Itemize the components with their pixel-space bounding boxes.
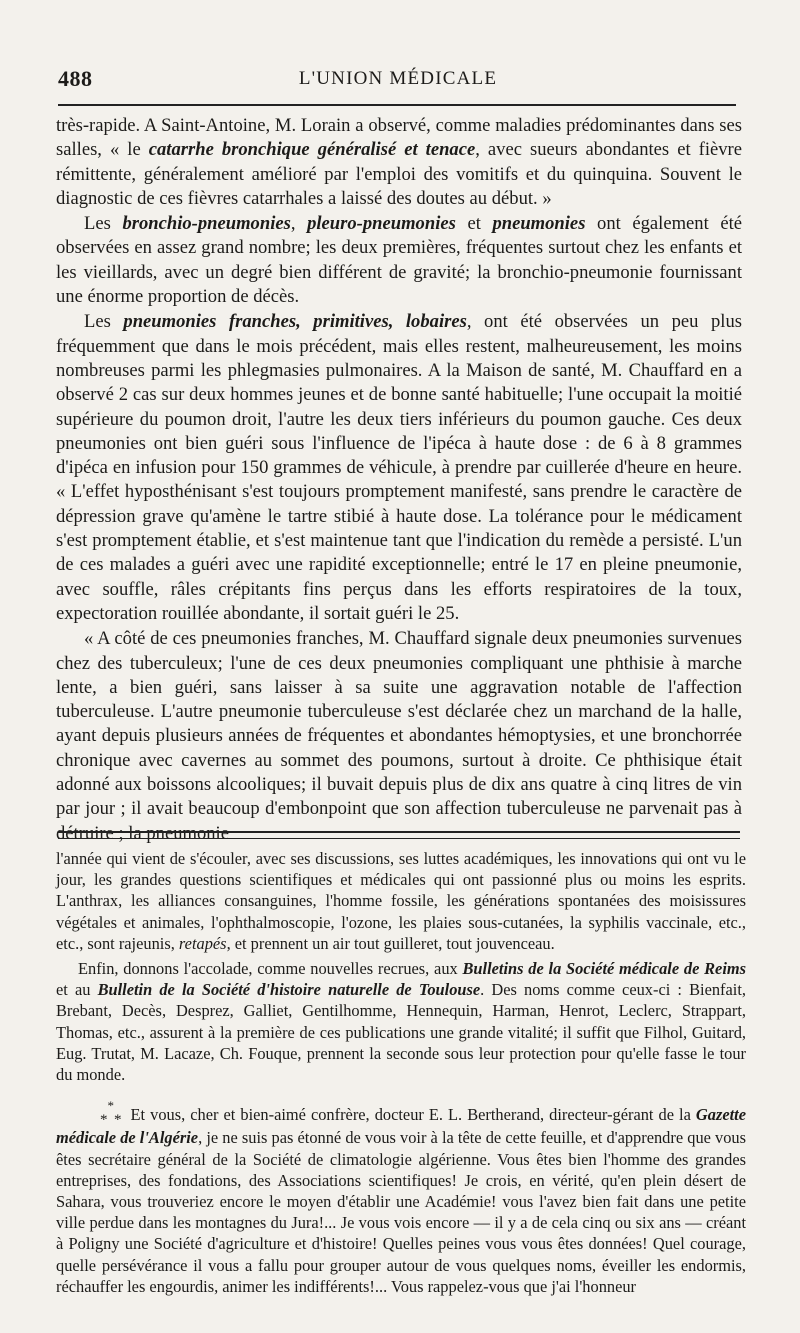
text-run: et <box>455 213 493 235</box>
emphasis: pleuro-pneumonies <box>307 213 456 235</box>
text-run: Les <box>84 213 123 235</box>
main-paragraph <box>56 114 742 211</box>
text-run: très-rapide. A Saint-Antoine, M. Lorain a observé, comme maladies prédominantes dans ses salles, « le <box>56 115 742 161</box>
feuilleton-paragraph <box>56 848 746 954</box>
text-run: , <box>290 213 308 235</box>
text-run: , avec sueurs abondantes et fièvre rémittente, généralement amélioré par l'emploi des vomitifs et du quinquina. Souvent le diagnostic de ces fièvres catarrhales a laissé des doutes au début. » <box>56 139 742 209</box>
main-paragraph: « A côté de ces pneumonies franches, M. Chauffard signale deux pneumonies survenues chez des tuberculeux; l'une de ces deux pneumonies compliquant une phthisie à marche lente, a bien guéri, sans laisser à sa suite une aggravation notable de l'affection tuberculeuse. L'autre pneumonie tuberculeuse s'est déclarée chez un marchand de la halle, ayant depuis plusieurs années de fréquentes et abondantes hémoptysies, et une bronchorrée chronique avec cavernes au sommet des poumons, surtout à droite. Ce phthisique était adonné aux boissons alcooliques; il buvait depuis plus de dix ans quatre à cinq litres de vin par jour ; il avait beaucoup d'embonpoint que son affection tuberculeuse ne parvenait pas à détruire ; la pneumonie <box>56 628 742 844</box>
emphasis: bronchio-pneumonies <box>122 213 291 235</box>
feuilleton-section <box>56 848 746 1297</box>
main-article <box>56 114 742 846</box>
main-paragraph <box>56 212 742 309</box>
emphasis: Bulletins de la Société médicale de Reims <box>462 959 747 979</box>
text-run: Enfin, donnons l'accolade, comme nouvelles recrues, aux <box>78 959 463 979</box>
feuilleton-separator-rule <box>58 831 740 839</box>
emphasis: retapés <box>178 933 227 953</box>
text-run: , je ne suis pas étonné de vous voir à la tête de cette feuille, et d'apprendre que vous êtes secrétaire général de la Société de climatologie algérienne. Vous êtes bien l'homme des grandes entreprises, des fondations, des Associations scientifiques! Je crois, en vérité, qu'en plein désert de Sahara, vous trouveriez encore le moyen d'établir une Académie! vous l'avez bien fait dans une petite ville perdue dans les montagnes du Jura!... Je vous vois encore — il y a de cela cinq ou six ans — créant à Poligny une Société d'agriculture et d'histoire! Quelles peines vous vous êtes données! Quel courage, quelle persévérance il vous a fallu pour grouper autour de vous quelques noms, éveiller les endormis, réchauffer les engourdis, animer les indifférents!... Vous rappelez-vous que j'ai l'honneur <box>56 1128 747 1296</box>
journal-title: L'UNION MÉDICALE <box>298 68 498 89</box>
text-run: et au <box>56 980 98 1000</box>
feuilleton-paragraph <box>56 1099 746 1297</box>
asterism-star: * <box>107 1098 114 1114</box>
main-paragraph <box>56 310 742 626</box>
asterism-star: * <box>100 1112 108 1129</box>
text-run: Et vous, cher et bien-aimé confrère, docteur E. L. Bertherand, directeur-gérant de la <box>125 1105 696 1125</box>
emphasis: pneumonies <box>492 213 586 235</box>
text-run: , et prennent un air tout guilleret, tout jouvenceau. <box>226 933 555 953</box>
header-rule <box>58 104 736 106</box>
emphasis: pneumonies franches, primitives, lobaires <box>123 311 467 333</box>
page-number: 488 <box>58 66 93 91</box>
asterism-ornament <box>78 1098 122 1131</box>
text-run: ont également été observées en assez grand nombre; les deux premières, fréquentes surtout chez les enfants et les vieillards, avec un degré bien différent de gravité; la bronchio-pneumonie fournissant une énorme proportion de décès. <box>56 213 743 308</box>
running-header <box>58 66 738 96</box>
emphasis: Bulletin de la Société d'histoire naturelle de Toulouse <box>97 980 481 1000</box>
text-run: , ont été observées un peu plus fréquemment que dans le mois précédent, mais elles restent, malheureusement, les moins nombreuses parmi les phlegmasies pulmonaires. A la Maison de santé, M. Chauffard en a observé 2 cas sur deux hommes jeunes et de bonne santé habituelle; l'une occupait la moitié supérieure du poumon droit, l'autre les deux tiers inférieurs du poumon gauche. Ces deux pneumonies ont bien guéri sous l'influence de l'ipéca à haute dose : de 6 à 8 grammes d'ipéca en infusion pour 150 grammes de véhicule, à prendre par cuillerée d'heure en heure. « L'effet hyposthénisant s'est toujours promptement manifesté, sans prendre le caractère de dépression grave qu'amène le tartre stibié à haute dose. La tolérance pour le médicament s'est promptement établie, et s'est maintenue tant que l'indication du remède a persisté. L'un de ces malades a guéri avec une rapidité exceptionnelle; entré le 17 en pleine pneumonie, avec souffle, râles crépitants fins perçus dans les efforts respiratoires de la toux, expectoration rouillée abondante, il sortait guéri le 25. <box>56 311 742 624</box>
emphasis: Gazette médicale de l'Algérie <box>56 1105 746 1148</box>
text-run: l'année qui vient de s'écouler, avec ses discussions, ses luttes académiques, les innovations qui ont vu le jour, les grandes questions scientifiques et médicales qui ont passionné plus ou moins les esprits. L'anthrax, les alliances consanguines, l'homme fossile, les générations spontanées des moisissures végétales et animales, l'ophthalmoscopie, l'ozone, les plaies sous-cutanées, la syphilis vaccinale, etc., etc., sont rajeunis, <box>56 849 746 953</box>
asterism-star: * <box>114 1112 122 1129</box>
emphasis: catarrhe bronchique généralisé et tenace <box>148 139 476 161</box>
feuilleton-paragraph <box>56 958 746 1085</box>
text-run: Les <box>84 311 124 333</box>
text-run: . Des noms comme ceux-ci : Bienfait, Brebant, Decès, Desprez, Galliet, Gentilhomme, Hennequin, Harman, Henrot, Leclerc, Strappart, Thomas, etc., assurent à la première de ces publications une grande vitalité; il suffit que Filhol, Guitard, Eug. Trutat, M. Lacaze, Ch. Fouque, prennent la seconde sous leur protection pour qu'elle fasse le tour du monde. <box>56 980 746 1085</box>
